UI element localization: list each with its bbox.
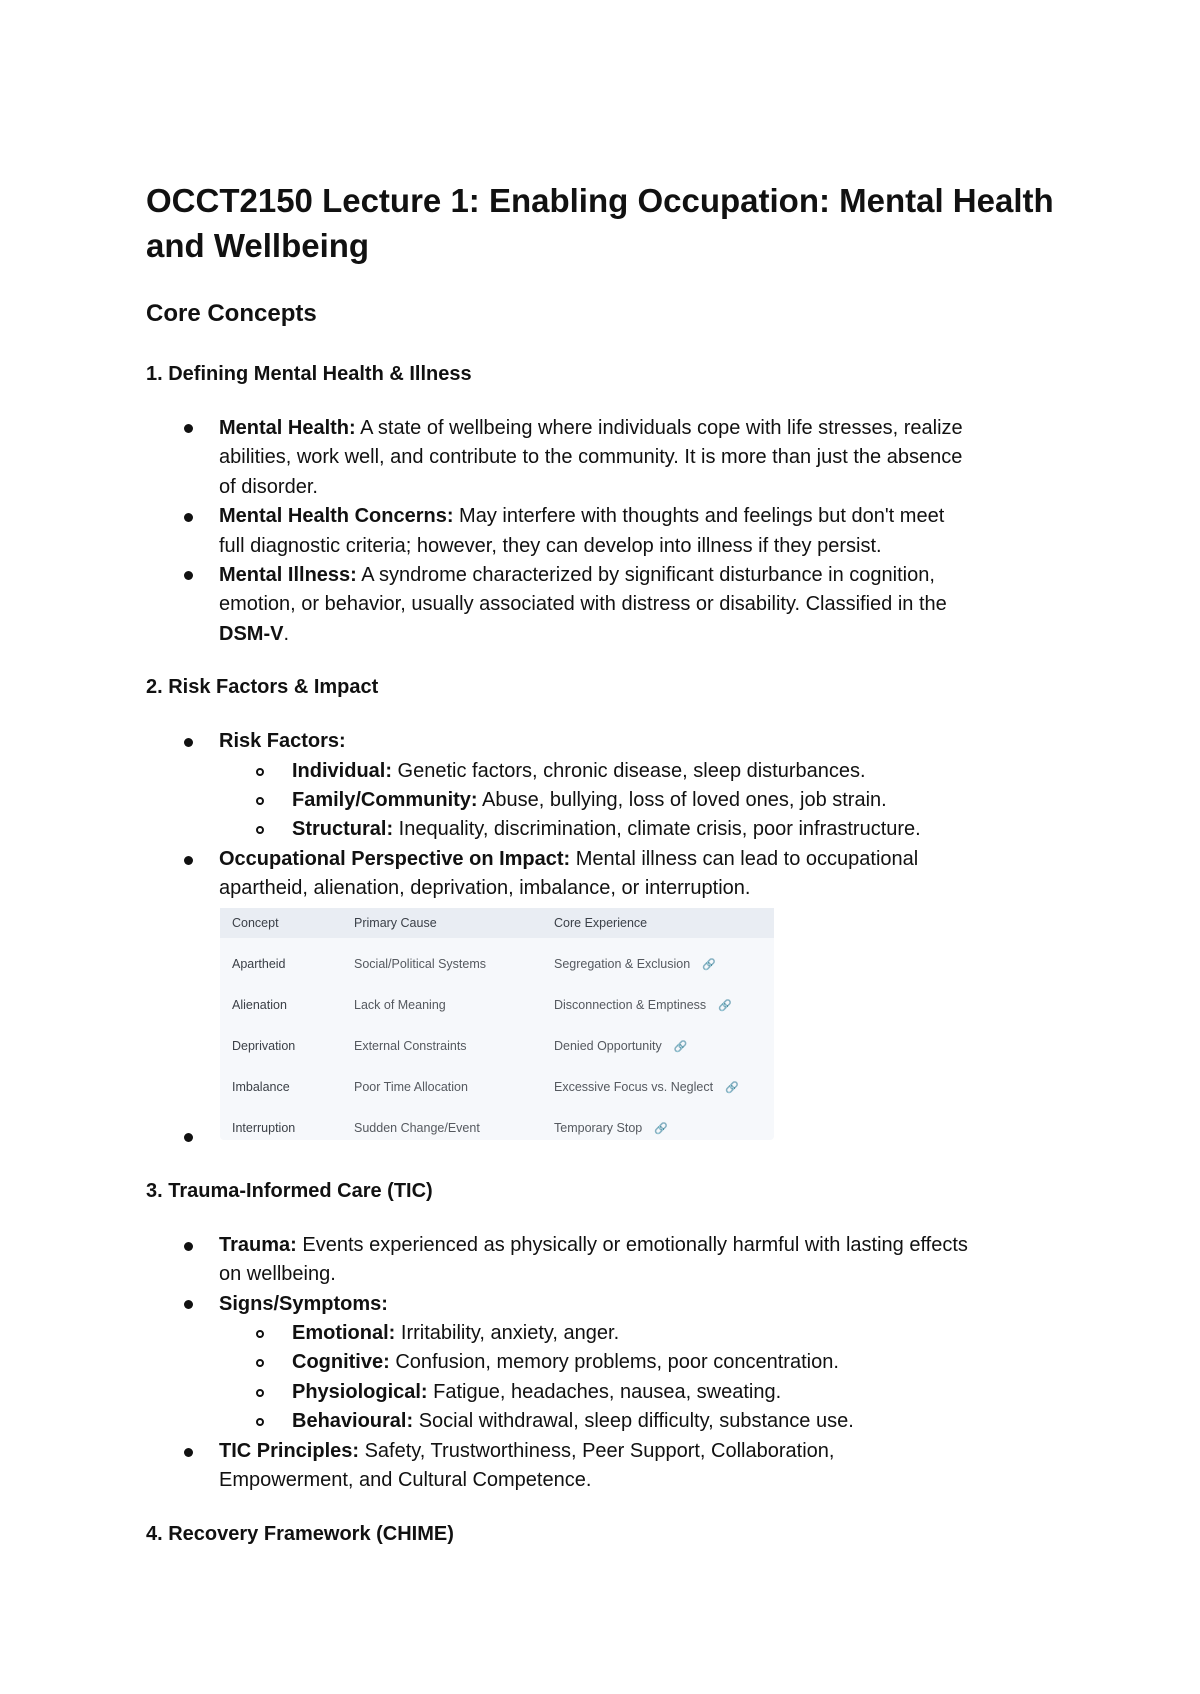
bullet-icon	[184, 513, 193, 522]
risk-structural: Structural: Inequality, discrimination, climate crisis, poor infrastructure.	[292, 818, 921, 840]
table-cell: Alienation	[232, 998, 287, 1012]
link-icon: 🔗	[702, 959, 716, 971]
link-icon: 🔗	[725, 1082, 739, 1094]
circle-bullet-icon	[256, 826, 264, 834]
table-header-row	[220, 908, 774, 938]
table-cell: Segregation & Exclusion 🔗	[554, 957, 716, 971]
table-header-concept: Concept	[232, 916, 279, 930]
bullet-icon	[184, 1242, 193, 1251]
sign-emotional: Emotional: Irritability, anxiety, anger.	[292, 1322, 620, 1344]
risk-individual: Individual: Genetic factors, chronic disease, sleep disturbances.	[292, 760, 866, 782]
table-cell: Sudden Change/Event	[354, 1121, 480, 1135]
circle-bullet-icon	[256, 1418, 264, 1426]
circle-bullet-icon	[256, 1359, 264, 1367]
section-4-heading: 4. Recovery Framework (CHIME)	[146, 1523, 454, 1545]
table-cell: Interruption	[232, 1121, 296, 1135]
mental-health-line-2: abilities, work well, and contribute to the community. It is more than just the absence	[219, 446, 963, 468]
link-icon: 🔗	[718, 1000, 732, 1012]
bullet-icon	[184, 738, 193, 747]
bullet-icon	[184, 1133, 193, 1142]
section-2-heading: 2. Risk Factors & Impact	[146, 676, 379, 698]
trauma-line-2: on wellbeing.	[219, 1263, 336, 1285]
table-cell: Apartheid	[232, 957, 286, 971]
table-header-cause: Primary Cause	[354, 916, 437, 930]
circle-bullet-icon	[256, 1330, 264, 1338]
illness-line-1: Mental Illness: A syndrome characterized by significant disturbance in cognition,	[219, 564, 935, 586]
bullet-icon	[184, 1448, 193, 1457]
occ-perspective-line-2: apartheid, alienation, deprivation, imbalance, or interruption.	[219, 877, 751, 899]
table-cell: Denied Opportunity 🔗	[554, 1039, 688, 1053]
table-cell: Temporary Stop 🔗	[554, 1121, 668, 1135]
illness-line-3: DSM-V.	[219, 623, 290, 645]
section-1-heading: 1. Defining Mental Health & Illness	[146, 363, 472, 385]
link-icon: 🔗	[654, 1123, 668, 1135]
bullet-icon	[184, 1300, 193, 1309]
concerns-line-1: Mental Health Concerns: May interfere with thoughts and feelings but don't meet	[219, 505, 945, 527]
table-cell: Deprivation	[232, 1039, 296, 1053]
core-concepts-heading: Core Concepts	[146, 300, 317, 327]
table-cell: Disconnection & Emptiness 🔗	[554, 998, 732, 1012]
signs-label: Signs/Symptoms:	[219, 1293, 388, 1315]
table-cell: Imbalance	[232, 1080, 290, 1094]
occupational-concepts-table	[220, 908, 774, 1140]
trauma-line-1: Trauma: Events experienced as physically or emotionally harmful with lasting effects	[219, 1234, 968, 1256]
table-cell: External Constraints	[354, 1039, 467, 1053]
sign-behavioural: Behavioural: Social withdrawal, sleep difficulty, substance use.	[292, 1410, 854, 1432]
risk-family: Family/Community: Abuse, bullying, loss of loved ones, job strain.	[292, 789, 887, 811]
occ-perspective-line-1: Occupational Perspective on Impact: Mental illness can lead to occupational	[219, 848, 919, 870]
bullet-icon	[184, 424, 193, 433]
page-title: OCCT2150 Lecture 1: Enabling Occupation: Mental Health and Wellbeing	[146, 182, 1054, 264]
mental-health-line-3: of disorder.	[219, 476, 318, 498]
table-cell: Social/Political Systems	[354, 957, 486, 971]
tic-principles-line-2: Empowerment, and Cultural Competence.	[219, 1469, 592, 1491]
illness-line-2: emotion, or behavior, usually associated with distress or disability. Classified in the	[219, 593, 947, 615]
table-cell: Excessive Focus vs. Neglect 🔗	[554, 1080, 739, 1094]
table-cell: Lack of Meaning	[354, 998, 446, 1012]
bullet-icon	[184, 571, 193, 580]
circle-bullet-icon	[256, 1389, 264, 1397]
table-header-experience: Core Experience	[554, 916, 648, 930]
section-3-heading: 3. Trauma-Informed Care (TIC)	[146, 1180, 433, 1202]
circle-bullet-icon	[256, 768, 264, 776]
mental-health-line-1: Mental Health: A state of wellbeing where individuals cope with life stresses, realize	[219, 417, 963, 439]
bullet-icon	[184, 856, 193, 865]
circle-bullet-icon	[256, 797, 264, 805]
sign-cognitive: Cognitive: Confusion, memory problems, poor concentration.	[292, 1351, 839, 1373]
sign-physiological: Physiological: Fatigue, headaches, nausea, sweating.	[292, 1381, 782, 1403]
tic-principles-line-1: TIC Principles: Safety, Trustworthiness, Peer Support, Collaboration,	[219, 1440, 835, 1462]
risk-factors-label: Risk Factors:	[219, 730, 346, 752]
concerns-line-2: full diagnostic criteria; however, they can develop into illness if they persist.	[219, 535, 882, 557]
table-cell: Poor Time Allocation	[354, 1080, 468, 1094]
link-icon: 🔗	[673, 1041, 688, 1053]
